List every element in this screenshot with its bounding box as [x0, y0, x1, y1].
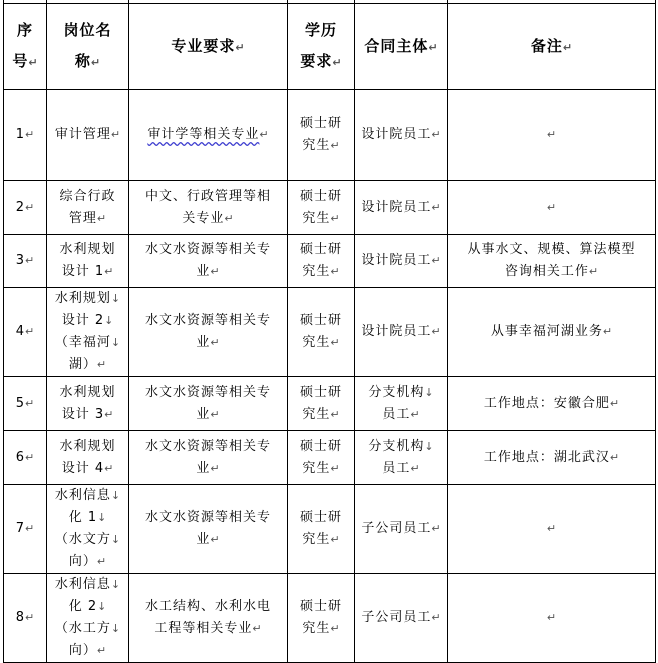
cell-remarks: ↵ — [448, 574, 656, 663]
cell-position: 水利规划 设计 1↵ — [47, 235, 129, 288]
cell-position: 审计管理↵ — [47, 90, 129, 181]
cell-education: 硕士研 究生↵ — [288, 377, 355, 431]
cell-education: 硕士研 究生↵ — [288, 235, 355, 288]
cell-contract: 分支机构↓ 员工↵ — [355, 377, 448, 431]
cell-position: 水利规划 设计 4↵ — [47, 431, 129, 485]
job-table — [3, 3, 656, 663]
cell-education: 硕士研 究生↵ — [288, 574, 355, 663]
cell-major: 水文水资源等相关专 业↵ — [129, 235, 288, 288]
cell-no: 2↵ — [4, 181, 47, 235]
cell-contract: 设计院员工↵ — [355, 288, 448, 377]
cell-contract: 子公司员工↵ — [355, 574, 448, 663]
cell-no: 5↵ — [4, 377, 47, 431]
header-contract: 合同主体↵ — [355, 4, 448, 90]
header-no: 序 号↵ — [4, 4, 47, 90]
cell-education: 硕士研 究生↵ — [288, 181, 355, 235]
cell-education: 硕士研 究生↵ — [288, 431, 355, 485]
table-row — [4, 377, 656, 431]
cell-education: 硕士研 究生↵ — [288, 485, 355, 574]
table-row — [4, 90, 656, 181]
cell-remarks: ↵ — [448, 181, 656, 235]
cell-major: 中文、行政管理等相 关专业↵ — [129, 181, 288, 235]
cell-education: 硕士研 究生↵ — [288, 90, 355, 181]
cell-major: 水文水资源等相关专 业↵ — [129, 485, 288, 574]
cell-remarks: 工作地点：安徽合肥↵ — [448, 377, 656, 431]
cell-major: 水文水资源等相关专 业↵ — [129, 288, 288, 377]
cell-position: 水利规划 设计 3↵ — [47, 377, 129, 431]
header-remarks: 备注↵ — [448, 4, 656, 90]
cell-remarks: ↵ — [448, 485, 656, 574]
cell-no: 3↵ — [4, 235, 47, 288]
cell-position: 水利信息↓ 化 1↓ （水文方↓ 向）↵ — [47, 485, 129, 574]
table-row — [4, 574, 656, 663]
table-row — [4, 181, 656, 235]
cell-major: 水文水资源等相关专 业↵ — [129, 377, 288, 431]
header-education: 学历 要求↵ — [288, 4, 355, 90]
cell-no: 4↵ — [4, 288, 47, 377]
cell-major: 水文水资源等相关专 业↵ — [129, 431, 288, 485]
cell-position: 水利信息↓ 化 2↓ （水工方↓ 向）↵ — [47, 574, 129, 663]
cell-no: 7↵ — [4, 485, 47, 574]
cell-major: 审计学等相关专业↵ — [129, 90, 288, 181]
table-row — [4, 288, 656, 377]
table-row — [4, 235, 656, 288]
cell-position: 水利规划↓ 设计 2↓ （幸福河↓ 湖）↵ — [47, 288, 129, 377]
cell-no: 1↵ — [4, 90, 47, 181]
cell-remarks: 工作地点：湖北武汉↵ — [448, 431, 656, 485]
cell-contract: 子公司员工↵ — [355, 485, 448, 574]
header-position: 岗位名 称↵ — [47, 4, 129, 90]
header-major: 专业要求↵ — [129, 4, 288, 90]
cell-remarks: 从事幸福河湖业务↵ — [448, 288, 656, 377]
table-row — [4, 431, 656, 485]
cell-education: 硕士研 究生↵ — [288, 288, 355, 377]
table-row — [4, 485, 656, 574]
cell-contract: 设计院员工↵ — [355, 90, 448, 181]
cell-remarks: ↵ — [448, 90, 656, 181]
cell-contract: 设计院员工↵ — [355, 181, 448, 235]
header-row — [4, 4, 656, 90]
cell-no: 8↵ — [4, 574, 47, 663]
cell-position: 综合行政 管理↵ — [47, 181, 129, 235]
cell-major: 水工结构、水利水电 工程等相关专业↵ — [129, 574, 288, 663]
cell-no: 6↵ — [4, 431, 47, 485]
cell-contract: 分支机构↓ 员工↵ — [355, 431, 448, 485]
cell-contract: 设计院员工↵ — [355, 235, 448, 288]
cell-remarks: 从事水文、规模、算法模型 咨询相关工作↵ — [448, 235, 656, 288]
